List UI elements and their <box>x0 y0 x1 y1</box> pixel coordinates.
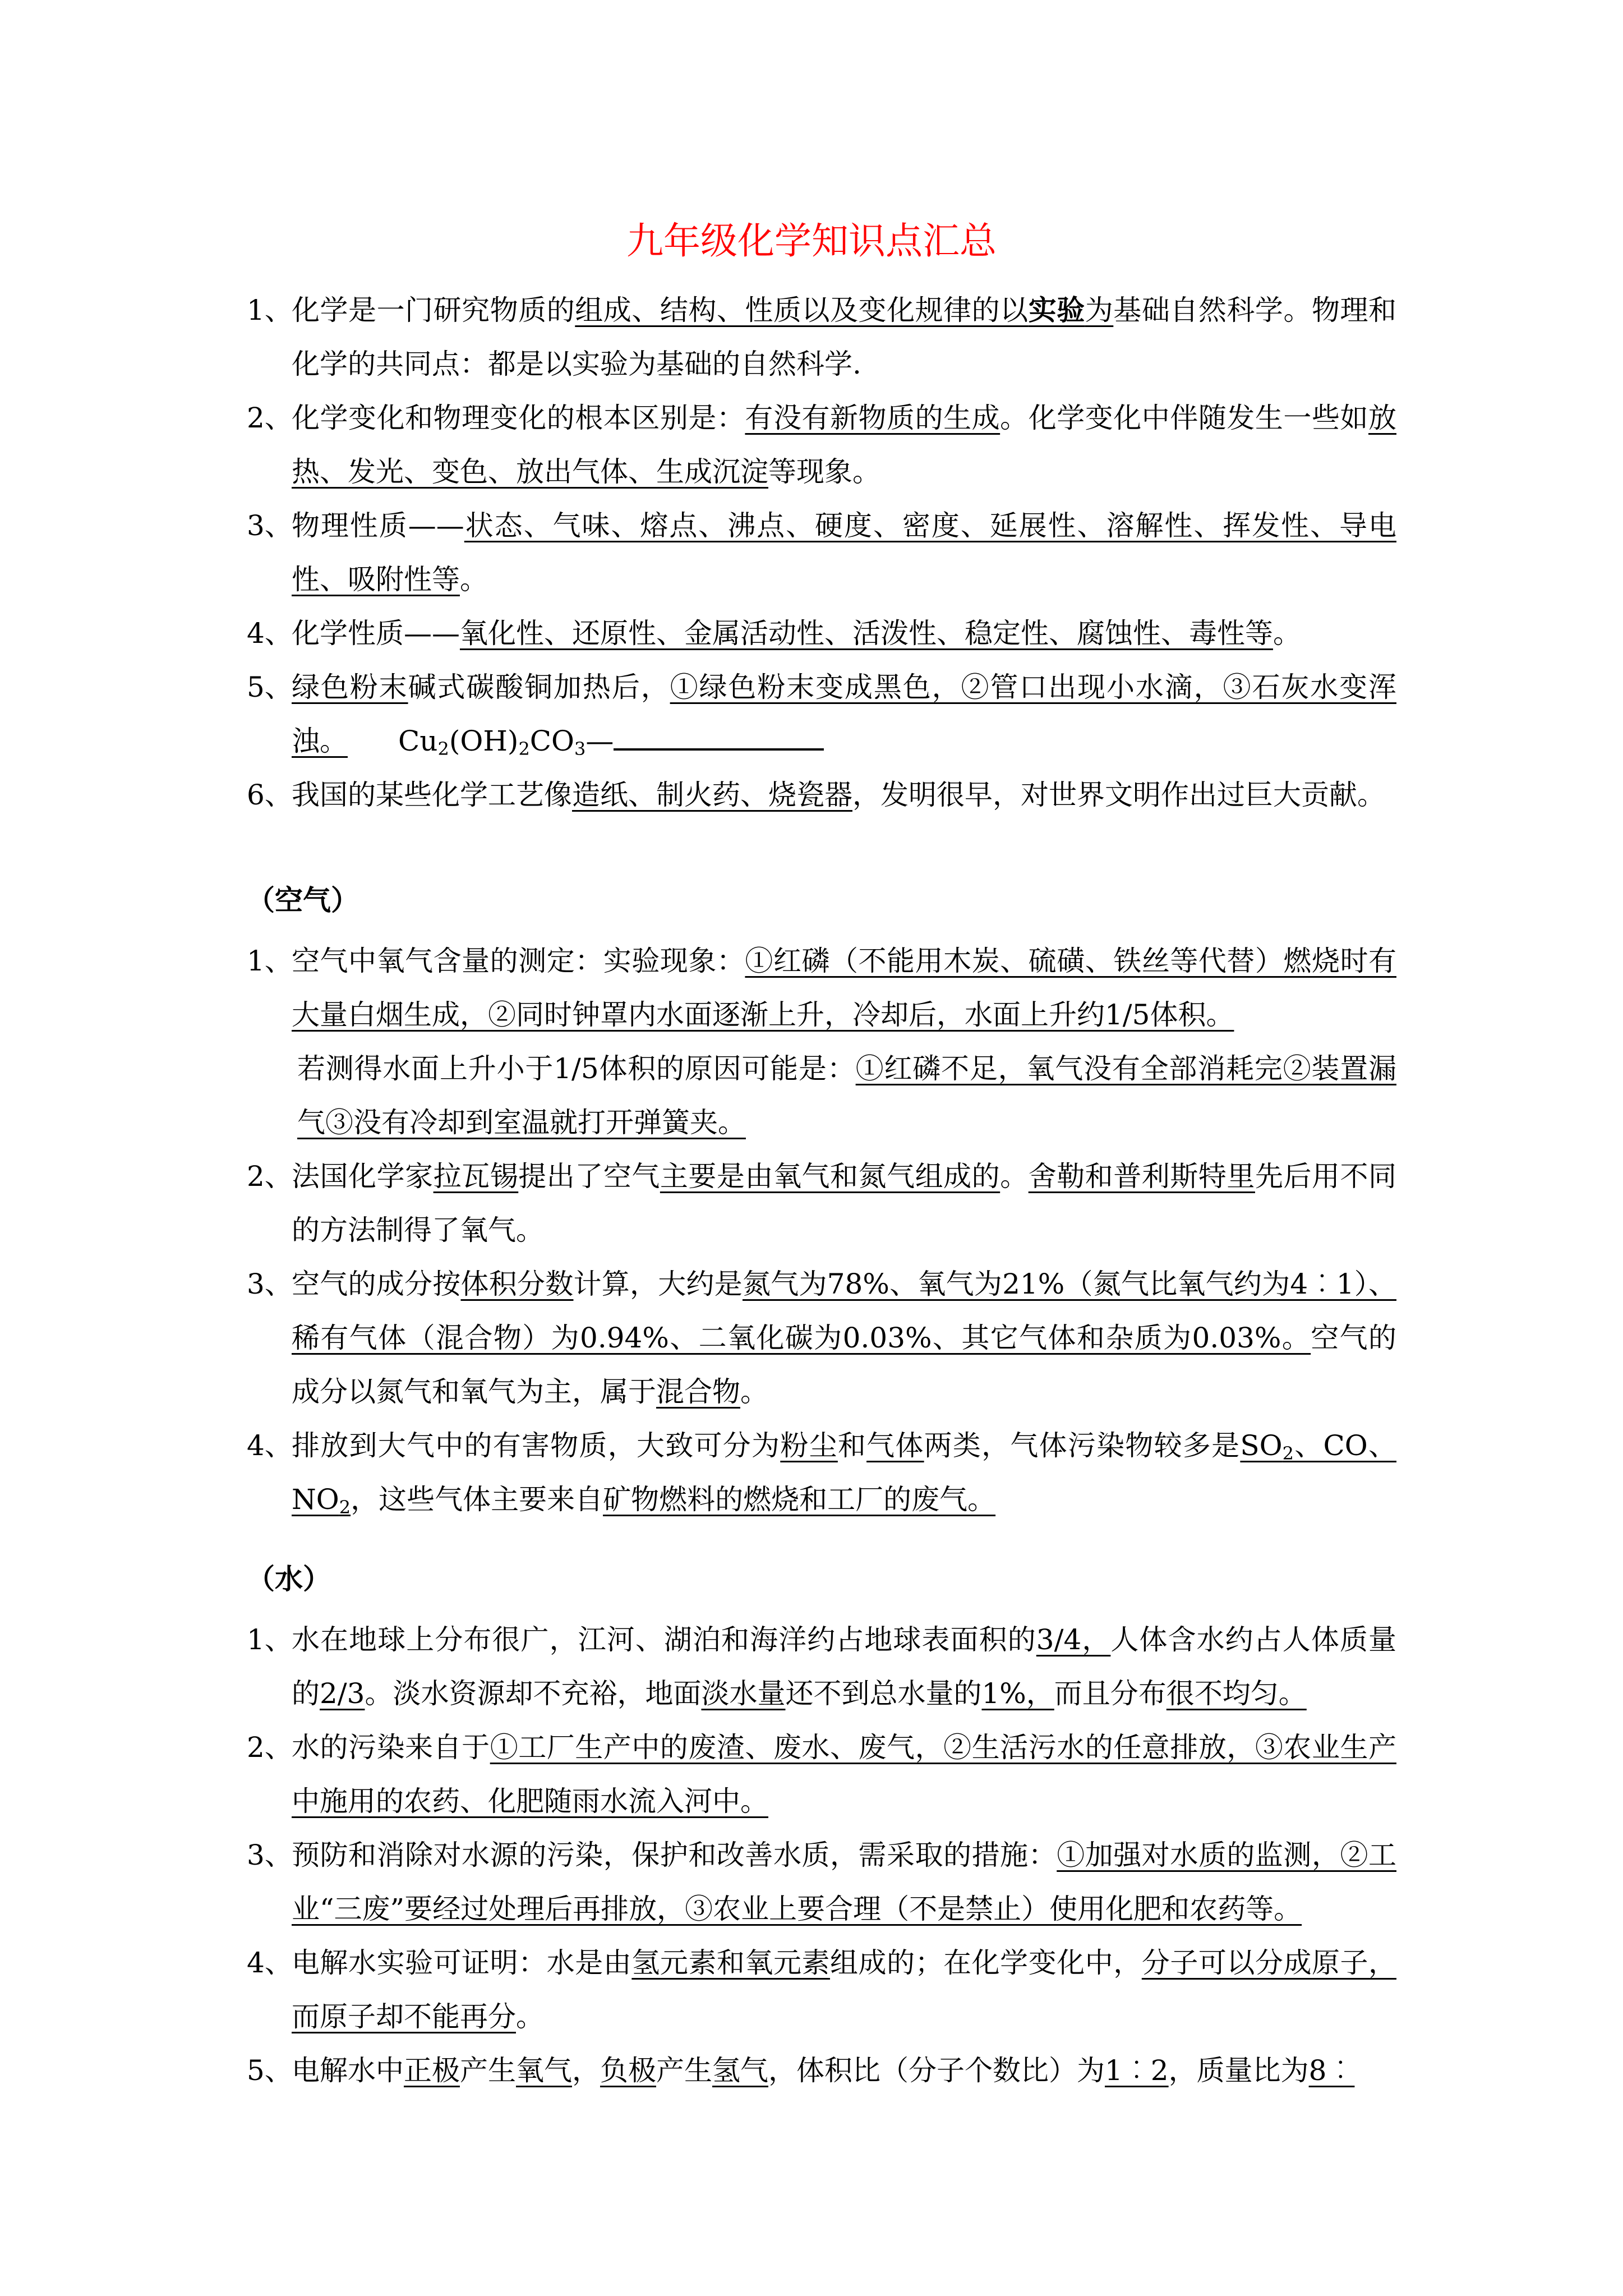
text-segment: 物理性质—— <box>292 509 464 542</box>
item-number: 3、 <box>247 1839 293 1871</box>
underlined-text-segment: 组成、结构、性质以及变化规律的以 <box>575 294 1029 326</box>
underlined-text-segment: 为 <box>1085 294 1114 326</box>
underlined-text-segment: SO <box>1240 1429 1283 1462</box>
item-text <box>247 1613 1396 1720</box>
answer-blank <box>614 726 824 751</box>
underlined-text-segment: 混合物 <box>656 1375 740 1408</box>
item-text <box>247 499 1396 606</box>
item-number: 2、 <box>247 1160 293 1193</box>
underlined-text-segment: 舍勒和普利斯特里 <box>1028 1160 1255 1193</box>
underlined-text-segment: 有没有新物质的生成 <box>745 402 1000 434</box>
underlined-text-segment: ①工厂生产中的废渣、废水、废气，②生活污水的任意排放，③农业生产中施用的农药、化肥随雨水流入河中。 <box>292 1731 1397 1818</box>
text-segment: 空气中氧气含量的测定：实验现象： <box>292 945 745 977</box>
underlined-text-segment: 粉尘 <box>780 1429 838 1462</box>
item-text <box>247 606 1396 660</box>
text-segment: 碱式碳酸铜加热后， <box>408 671 670 703</box>
list-item <box>247 1149 1396 1257</box>
text-segment: 电解水实验可证明：水是由 <box>292 1947 632 1979</box>
item-number: 1、 <box>247 294 293 326</box>
text-segment: 空气的成分以氮气和氧气为主，属于 <box>292 1322 1397 1408</box>
underlined-text-segment: 正极 <box>404 2054 460 2087</box>
page-title: 九年级化学知识点汇总 <box>626 219 997 263</box>
underlined-text-segment: 2/3 <box>320 1677 365 1710</box>
list-item <box>247 1419 1396 1526</box>
list-item <box>247 1257 1396 1419</box>
underlined-text-segment: 1︰2 <box>1105 2054 1169 2087</box>
underlined-text-segment: 分子可以分成原子，而原子却不能再分 <box>292 1947 1397 2033</box>
underlined-text-segment: 、CO、 <box>1294 1429 1397 1462</box>
text-segment: 和 <box>837 1429 867 1462</box>
air-note <box>297 1042 1396 1149</box>
text-segment: 的 <box>546 294 575 326</box>
list-item <box>247 2044 1396 2097</box>
text-segment: 化学是一门研究 <box>292 294 490 326</box>
list-item <box>247 1828 1396 1936</box>
underlined-text-segment: 气体 <box>866 1429 924 1462</box>
underlined-text-segment: ①加强对水质的监测，②工业“三废”要经过处理后再排放，③农业上要合理（不是禁止）使用化肥和农药等。 <box>292 1839 1397 1925</box>
text-segment: ，体积比（分子个数比）为 <box>768 2054 1105 2087</box>
underlined-text-segment: 8︰ <box>1308 2054 1355 2087</box>
text-segment: 化学变化和物理变化的根本区别是： <box>292 402 745 434</box>
text-segment: 空气的成分按 <box>292 1268 461 1300</box>
text-segment: 我国的某些化学工艺像 <box>292 779 572 811</box>
text-segment: 排放到大气中的有害物质，大致可分为 <box>292 1429 781 1462</box>
text-segment: 等现象。 <box>768 455 880 488</box>
list-item <box>247 1720 1396 1828</box>
underlined-text-segment: 氧气 <box>516 2054 572 2087</box>
item-number: 3、 <box>247 509 293 542</box>
section-heading-water: （水） <box>247 1562 331 1595</box>
underlined-text-segment: 绿色粉末 <box>292 671 408 703</box>
text-segment: ，这些气体主要来自 <box>351 1483 603 1516</box>
item-number: 2、 <box>247 1731 293 1764</box>
underlined-text-segment: 1%， <box>981 1677 1054 1710</box>
underlined-text-segment: 很不均匀。 <box>1166 1677 1307 1710</box>
list-item <box>247 499 1396 606</box>
section-heading-air: （空气） <box>247 884 359 917</box>
text-segment: 电解水中 <box>292 2054 404 2087</box>
text-segment: 化学性质—— <box>292 617 460 650</box>
text-segment: 计算，大约是 <box>573 1268 743 1300</box>
item-text <box>247 1149 1396 1257</box>
underlined-text-segment: 2 <box>339 1497 351 1518</box>
item-number: 4、 <box>247 1429 293 1462</box>
text-segment: 提出了空气 <box>518 1160 660 1193</box>
text-segment: 产生 <box>656 2054 712 2087</box>
item-number: 4、 <box>247 1947 293 1979</box>
text-segment: 基础自然科学。物理和化学的共同点：都是以实验为基础的自然科学. <box>292 294 1397 380</box>
underlined-text-segment: 主要是由氧气和氮气组成的 <box>660 1160 1000 1193</box>
item-number: 1、 <box>247 1623 293 1656</box>
underlined-text-segment: 3/4， <box>1036 1623 1111 1656</box>
text-segment: 两类，气体污染物较多是 <box>924 1429 1241 1462</box>
text-segment: ，发明很早，对世界文明作出过巨大贡献。 <box>852 779 1385 811</box>
chemical-formula: $Cu_2(OH)_2CO_3—$ <box>398 725 824 757</box>
text-segment: 组成的；在化学变化中， <box>830 1947 1142 1979</box>
item-text <box>247 283 1396 391</box>
underlined-text-segment: 放热、发光、变色、放出气体、生成沉淀 <box>292 402 1397 488</box>
text-segment: 水在地球上分布很广，江河、湖泊和海洋约占地球表面积的 <box>292 1623 1036 1656</box>
text-segment: ， <box>572 2054 600 2087</box>
underlined-text-segment: 氢元素和氧元素 <box>631 1947 831 1979</box>
text-segment: 人体含水约占人体质量的 <box>292 1623 1397 1710</box>
list-item <box>247 1936 1396 2044</box>
item-number: 4、 <box>247 617 293 650</box>
item-number: 3、 <box>247 1268 293 1300</box>
item-number: 5、 <box>247 2054 293 2087</box>
text-segment: ，质量比为 <box>1168 2054 1309 2087</box>
underlined-text-segment: 实验 <box>1028 293 1085 326</box>
item-text <box>247 2044 1396 2097</box>
underlined-text-segment: 氮气为78%、氧气为21%（氮气比氧气约为4︰1）、稀有气体（混合物）为0.94%、二氧化碳为0.03%、其它气体和杂质为0.03%。 <box>292 1268 1397 1354</box>
item-text <box>247 391 1396 499</box>
text-segment: 。 <box>1273 617 1301 650</box>
underlined-text-segment: 负极 <box>600 2054 656 2087</box>
underlined-text-segment: ①红磷不足，氧气没有全部消耗完②装置漏气③没有冷却到室温就打开弹簧夹。 <box>297 1052 1397 1139</box>
list-item <box>247 606 1396 660</box>
item-number: 1、 <box>247 945 293 977</box>
text-segment: 先后用不同的方法制得了氧气。 <box>292 1160 1397 1246</box>
text-segment: 。 <box>516 2000 544 2033</box>
underlined-text-segment: 2 <box>1282 1443 1294 1464</box>
item-text <box>247 934 1396 1042</box>
list-item <box>247 768 1396 822</box>
list-item <box>247 660 1396 768</box>
item-number: 5、 <box>247 671 293 703</box>
underlined-text-segment: 造纸、制火药、烧瓷器 <box>572 779 852 811</box>
item-text <box>247 1936 1396 2044</box>
underlined-text-segment: 氢气 <box>712 2054 768 2087</box>
text-segment: 还不到总水量的 <box>785 1677 982 1710</box>
underlined-text-segment: 拉瓦锡 <box>433 1160 519 1193</box>
item-text <box>247 1257 1396 1419</box>
item-number: 6、 <box>247 779 293 811</box>
text-segment: 。淡水资源却不充裕，地面 <box>365 1677 702 1710</box>
underlined-text-segment: 氧化性、还原性、金属活动性、活泼性、稳定性、腐蚀性、毒性等 <box>460 617 1273 650</box>
list-item <box>247 391 1396 499</box>
text-segment: 。 <box>460 563 488 596</box>
text-segment: 。 <box>1000 1160 1029 1193</box>
underlined-text-segment: 淡水量 <box>701 1677 786 1710</box>
text-segment: 产生 <box>460 2054 516 2087</box>
text-segment: 。化学变化中伴随发生一些如 <box>1000 402 1369 434</box>
text-segment: 水的污染来自于 <box>292 1731 490 1764</box>
item-text <box>247 1419 1396 1526</box>
item-text <box>247 660 1396 768</box>
text-segment: 若测得水面上升小于1/5体积的原因可能是： <box>297 1052 856 1085</box>
underlined-text-segment: ①红磷（不能用木炭、硫磺、铁丝等代替）燃烧时有大量白烟生成，②同时钟罩内水面逐渐上升，冷却后，水面上升约1/5体积。 <box>292 945 1396 1031</box>
list-item <box>247 934 1396 1042</box>
underlined-text-segment: 矿物燃料的燃烧和工厂的废气。 <box>603 1483 996 1516</box>
text-segment: 预防和消除对水源的污染，保护和改善水质，需采取的措施： <box>292 1839 1057 1871</box>
text-segment: 。 <box>740 1375 768 1408</box>
text-segment: 法国化学家 <box>292 1160 434 1193</box>
list-item <box>247 1613 1396 1720</box>
item-number: 2、 <box>247 402 293 434</box>
text-segment: 而且分布 <box>1054 1677 1166 1710</box>
underlined-text-segment: 体积分数 <box>460 1268 574 1300</box>
list-item <box>247 283 1396 391</box>
text-segment: 物质 <box>490 294 547 326</box>
underlined-text-segment: 状态、气味、熔点、沸点、硬度、密度、延展性、溶解性、挥发性、导电性、吸附性等 <box>292 509 1397 596</box>
item-text <box>247 768 1396 822</box>
item-text <box>247 1720 1396 1828</box>
item-text <box>247 1828 1396 1936</box>
underlined-text-segment: NO <box>292 1483 339 1516</box>
underlined-text-segment: ①绿色粉末变成黑色，②管口出现小水滴，③石灰水变浑浊。 <box>292 671 1397 757</box>
